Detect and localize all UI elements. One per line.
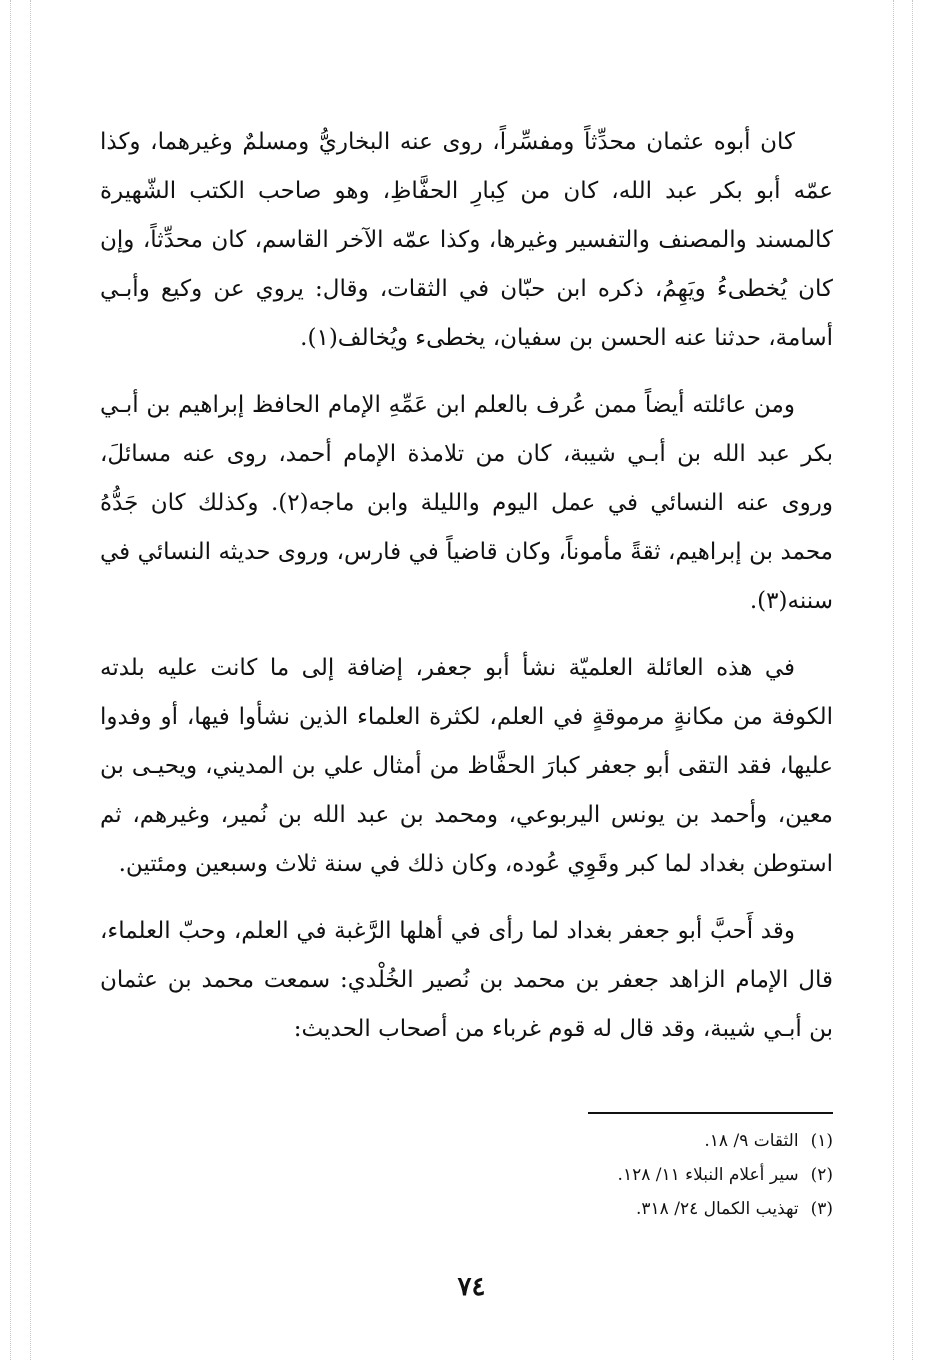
footnotes-section bbox=[100, 1112, 833, 1226]
footnote bbox=[100, 1192, 833, 1226]
footnote-number: (١) bbox=[810, 1131, 833, 1151]
footnote-number: (٢) bbox=[810, 1165, 833, 1185]
margin-guide-line bbox=[912, 0, 913, 1360]
footnote bbox=[100, 1158, 833, 1192]
footnote-text: سير أعلام النبلاء ١١/ ١٢٨. bbox=[617, 1165, 799, 1185]
page-body bbox=[100, 118, 833, 1054]
body-paragraph: وقد أَحبَّ أبو جعفر بغداد لما رأى في أهلها الرَّغبة في العلم، وحبّ العلماء، قال الإمام الزاهد جعفر بن محمد بن نُصير الخُلْدي: سمعت محمد بن عثمان بن أبـي شيبة، وقد قال له قوم غرباء من أصحاب الحديث: bbox=[100, 918, 833, 1042]
footnote bbox=[100, 1124, 833, 1158]
body-paragraph: ومن عائلته أيضاً ممن عُرف بالعلم ابن عَمِّهِ الإمام الحافظ إبراهيم بن أبـي بكر عبد الله بن أبـي شيبة، كان من تلامذة الإمام أحمد، روى عنه مسائلَ، وروى عنه النسائي في عمل اليوم والليلة وابن ماجه(٢). وكذلك كان جَدُّهُ محمد بن إبراهيم، ثقةً مأموناً، وكان قاضياً في فارس، وروى حديثه النسائي في سننه(٣). bbox=[100, 392, 833, 614]
margin-guide-line bbox=[893, 0, 894, 1360]
footnote-number: (٣) bbox=[810, 1199, 833, 1219]
footnote-text: تهذيب الكمال ٢٤/ ٣١٨. bbox=[635, 1199, 799, 1219]
footnote-text: الثقات ٩/ ١٨. bbox=[704, 1131, 799, 1151]
body-paragraph: في هذه العائلة العلميّة نشأ أبو جعفر، إضافة إلى ما كانت عليه بلدته الكوفة من مكانةٍ مرموقةٍ في العلم، لكثرة العلماء الذين نشأوا فيها، أو وفدوا عليها، فقد التقى أبو جعفر كبارَ الحفَّاظ من أمثال علي بن المديني، ويحيـى بن معين، وأحمد بن يونس اليربوعي، ومحمد بن عبد الله بن نُمير، وغيرهم، ثم استوطن بغداد لما كبر وقَوِي عُوده، وكان ذلك في سنة ثلاث وسبعين ومئتين. bbox=[100, 655, 833, 877]
margin-guide-line bbox=[10, 0, 11, 1360]
body-paragraph: كان أبوه عثمان محدِّثاً ومفسِّراً، روى عنه البخاريُّ ومسلمٌ وغيرهما، وكذا عمّه أبو بكر عبد الله، كان من كِبارِ الحفَّاظِ، وهو صاحب الكتب الشّهيرة كالمسند والمصنف والتفسير وغيرها، وكذا عمّه الآخر القاسم، كان محدِّثاً، وإن كان يُخطىءُ ويَهِمُ، ذكره ابن حبّان في الثقات، وقال: يروي عن وكيع وأبـي أسامة، حدثنا عنه الحسن بن سفيان، يخطىء ويُخالف(١). bbox=[100, 129, 833, 351]
margin-guide-line bbox=[30, 0, 31, 1360]
page-number: ٧٤ bbox=[457, 1272, 486, 1302]
footnote-separator bbox=[588, 1112, 833, 1114]
